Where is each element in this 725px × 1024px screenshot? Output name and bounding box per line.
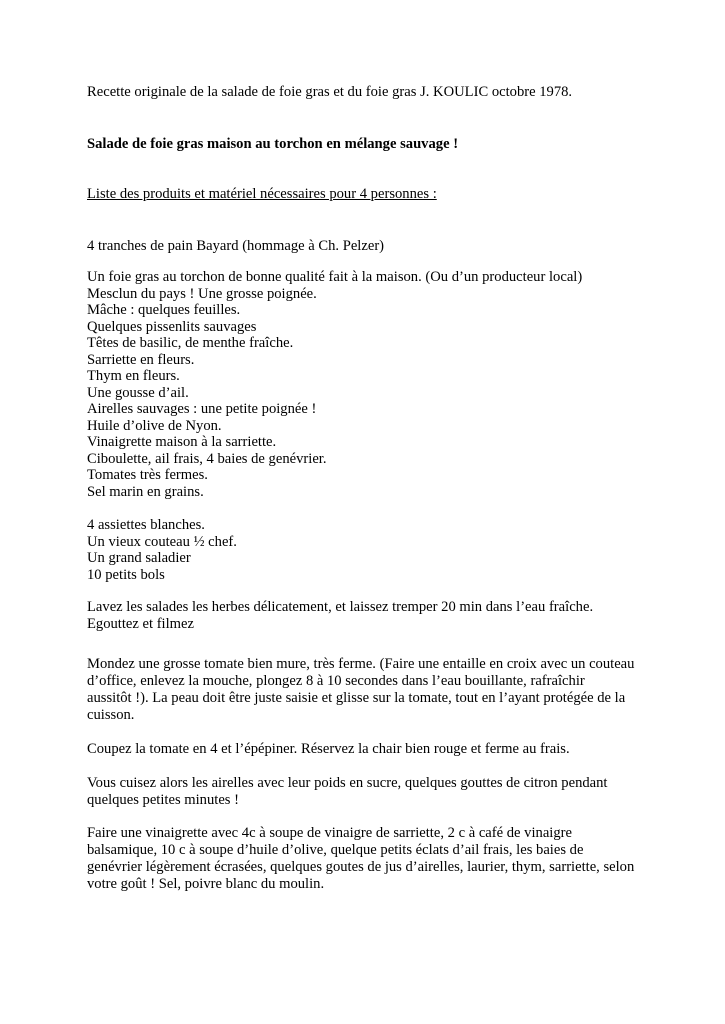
list-item: Un foie gras au torchon de bonne qualité fait à la maison. (Ou d’un producteur local) [87, 269, 583, 285]
list-item: Ciboulette, ail frais, 4 baies de genévrier. [87, 450, 327, 467]
list-item: 4 assiettes blanches. [87, 517, 205, 533]
step-line: cuisson. [87, 707, 135, 723]
step-line: Mondez une grosse tomate bien mure, très ferme. (Faire une entaille en croix avec un couteau [87, 656, 635, 672]
step-line: Lavez les salades les herbes délicatement, et laissez tremper 20 min dans l’eau fraîche. [87, 599, 594, 615]
list-item: 10 petits bols [87, 566, 165, 583]
list-item: Têtes de basilic, de menthe fraîche. [87, 335, 294, 351]
list-item: Un grand saladier [87, 550, 191, 566]
list-item: Mâche : quelques feuilles. [87, 302, 241, 318]
step-line: d’office, enlevez la mouche, plongez 8 à 10 secondes dans l’eau bouillante, rafraîchir [87, 673, 585, 689]
list-item: Vinaigrette maison à la sarriette. [87, 434, 277, 450]
list-item: Thym en fleurs. [87, 368, 180, 384]
step-cut [87, 741, 570, 758]
step-wash [87, 599, 593, 633]
step-line: Vous cuisez alors les airelles avec leur poids en sucre, quelques gouttes de citron pendant [87, 775, 608, 791]
equipment-list [87, 517, 237, 583]
list-item: Une gousse d’ail. [87, 384, 189, 401]
step-line: balsamique, 10 c à soupe d’huile d’olive, quelque petits éclats d’ail frais, les baies de [87, 842, 584, 858]
intro-line: Recette originale de la salade de foie gras et du foie gras J. KOULIC octobre 1978. [87, 84, 573, 100]
recipe-title: Salade de foie gras maison au torchon en mélange sauvage ! [87, 136, 459, 152]
step-line: quelques petites minutes ! [87, 792, 239, 808]
list-item: Un vieux couteau ½ chef. [87, 533, 237, 550]
step-line: genévrier légèrement écrasées, quelques goutes de jus d’airelles, laurier, thym, sarriette, selon [87, 859, 635, 875]
step-line: Faire une vinaigrette avec 4c à soupe de vinaigre de sarriette, 2 c à café de vinaigre [87, 825, 572, 841]
list-item: Sarriette en fleurs. [87, 351, 195, 368]
step-tomato [87, 656, 634, 724]
list-item: Quelques pissenlits sauvages [87, 318, 257, 335]
step-vinaigrette [87, 825, 634, 893]
list-item: Huile d’olive de Nyon. [87, 417, 222, 434]
step-cranberries [87, 775, 608, 809]
list-item: Mesclun du pays ! Une grosse poignée. [87, 285, 317, 302]
ingredient-list [87, 269, 582, 500]
list-item: Tomates très fermes. [87, 467, 208, 483]
step-line: Coupez la tomate en 4 et l’épépiner. Réservez la chair bien rouge et ferme au frais. [87, 741, 570, 757]
list-item: Airelles sauvages : une petite poignée ! [87, 401, 317, 417]
list-item: Sel marin en grains. [87, 483, 204, 500]
step-line: Egouttez et filmez [87, 616, 194, 632]
step-line: aussitôt !). La peau doit être juste saisie et glisse sur la tomate, tout en l’ayant protégée de la [87, 690, 626, 706]
step-line: votre goût ! Sel, poivre blanc du moulin. [87, 876, 325, 892]
bread-line: 4 tranches de pain Bayard (hommage à Ch. Pelzer) [87, 238, 385, 254]
list-heading: Liste des produits et matériel nécessaires pour 4 personnes : [87, 186, 437, 202]
